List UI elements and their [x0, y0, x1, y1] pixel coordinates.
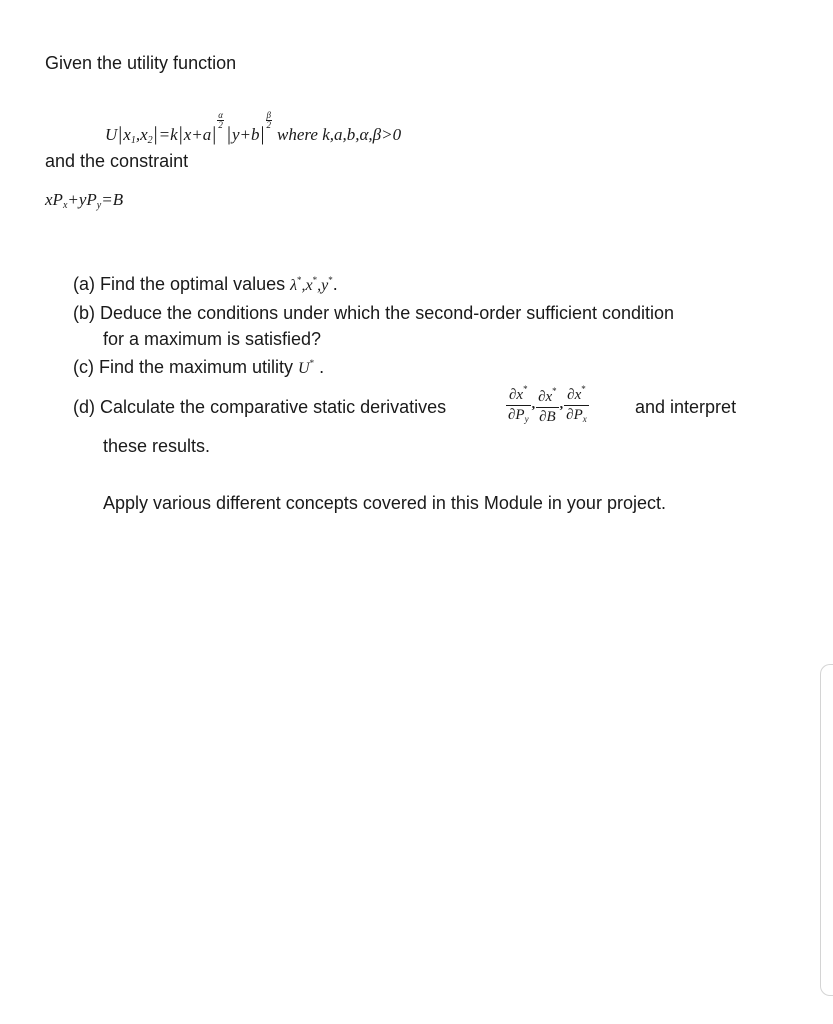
budget-constraint: $xP_x+yP_y=B$ [45, 190, 124, 211]
closing-instruction: Apply various different concepts covered in this Module in your project. [103, 493, 666, 513]
question-d: (d) Calculate the comparative static derivatives [73, 397, 447, 417]
constraint-label: and the constraint [45, 151, 189, 171]
parameter-conditions: where k,a,b,α,β>0 [277, 125, 402, 144]
scroll-handle[interactable] [820, 664, 833, 996]
question-d-line2: these results. [103, 436, 211, 456]
term-y-plus-b: y+b [232, 125, 260, 144]
term-x-plus-a: x+a [183, 125, 212, 144]
derivative-x-wrt-px: $\frac{\partial x^*}{\partial P_x}$ [564, 381, 589, 428]
intro-text: Given the utility function [45, 53, 237, 73]
question-d-tail: and interpret [635, 397, 737, 417]
derivative-x-wrt-b: $\frac{\partial x^*}{\partial B}$ [536, 383, 559, 426]
utility-symbol: U [105, 125, 118, 144]
derivative-x-wrt-py: $\frac{\partial x^*}{\partial P_y}$ [506, 381, 531, 428]
utility-function: $U|x_1,x_2|=k|x+a|$ $\frac{\alpha}{2}$ |y+b| $\frac{\beta}{2}$ where k,a,b,α,β>0 [105, 110, 402, 146]
const-k: k [170, 125, 178, 144]
var-x2: x [140, 125, 148, 144]
question-a: (a) Find the optimal values λ*,x*,y*. [73, 274, 338, 294]
question-c: (c) Find the maximum utility U* . [73, 357, 325, 377]
question-b-line1: (b) Deduce the conditions under which the second-order sufficient condition [73, 303, 675, 323]
sub-2: 2 [147, 135, 153, 146]
var-x1: x [123, 125, 131, 144]
question-b-line2: for a maximum is satisfied? [103, 329, 322, 349]
sub-1: 1 [130, 135, 136, 146]
exponent-alpha-half: $\frac{\alpha}{2}$ [218, 110, 223, 130]
comparative-static-derivatives: $\frac{\partial x^*}{\partial P_y}$ , $\frac{\partial x^*}{\partial B}$ , $\frac{\partial x^*}{\partial P_x}$ [506, 381, 589, 428]
exponent-beta-half: $\frac{\beta}{2}$ [266, 110, 272, 130]
